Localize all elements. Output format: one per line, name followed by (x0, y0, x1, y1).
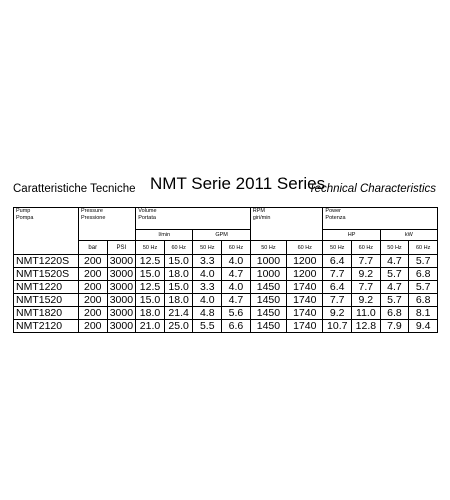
cell-hp-60: 9.2 (352, 268, 381, 281)
cell-gpm-50: 4.0 (193, 268, 222, 281)
cell-psi: 3000 (107, 268, 136, 281)
cell-gpm-60: 6.6 (222, 320, 251, 333)
table-row (14, 320, 438, 333)
cell-gpm-60: 4.7 (222, 294, 251, 307)
header-english-title: Technical Characteristics (308, 183, 436, 195)
cell-psi: 3000 (107, 281, 136, 294)
cell-lmin-60: 21.4 (164, 307, 193, 320)
cell-lmin-50: 21.0 (136, 320, 165, 333)
cell-rpm-60: 1740 (287, 294, 323, 307)
unit-rpm-50hz: 50 Hz (250, 241, 286, 255)
header-gpm: GPM (193, 230, 250, 241)
header-hp: HP (323, 230, 380, 241)
cell-rpm-50: 1450 (250, 307, 286, 320)
cell-kw-60: 9.4 (409, 320, 438, 333)
cell-rpm-50: 1000 (250, 268, 286, 281)
cell-gpm-60: 4.0 (222, 255, 251, 268)
cell-model: NMT1520 (14, 294, 79, 307)
unit-hp-50hz: 50 Hz (323, 241, 352, 255)
cell-lmin-50: 15.0 (136, 268, 165, 281)
table-row (14, 255, 438, 268)
cell-bar: 200 (78, 307, 107, 320)
table-row (14, 294, 438, 307)
cell-model: NMT2120 (14, 320, 79, 333)
cell-lmin-60: 15.0 (164, 281, 193, 294)
header-pump: Pump Pompa (14, 208, 79, 255)
cell-hp-50: 7.7 (323, 294, 352, 307)
cell-gpm-50: 4.8 (193, 307, 222, 320)
table-header-row-groups (14, 208, 438, 230)
cell-hp-60: 11.0 (352, 307, 381, 320)
cell-rpm-60: 1740 (287, 307, 323, 320)
cell-gpm-50: 5.5 (193, 320, 222, 333)
cell-hp-50: 7.7 (323, 268, 352, 281)
cell-kw-50: 5.7 (380, 268, 409, 281)
table-body (14, 255, 438, 333)
header-rpm: RPM giri/min (250, 208, 323, 230)
cell-lmin-50: 12.5 (136, 255, 165, 268)
cell-lmin-60: 15.0 (164, 255, 193, 268)
cell-model: NMT1220S (14, 255, 79, 268)
cell-lmin-50: 12.5 (136, 281, 165, 294)
table-row (14, 268, 438, 281)
unit-hp-60hz: 60 Hz (352, 241, 381, 255)
cell-model: NMT1520S (14, 268, 79, 281)
cell-psi: 3000 (107, 320, 136, 333)
cell-model: NMT1820 (14, 307, 79, 320)
cell-rpm-60: 1200 (287, 255, 323, 268)
cell-gpm-50: 4.0 (193, 294, 222, 307)
cell-bar: 200 (78, 320, 107, 333)
cell-rpm-60: 1740 (287, 320, 323, 333)
cell-gpm-50: 3.3 (193, 255, 222, 268)
unit-lmin-60hz: 60 Hz (164, 241, 193, 255)
cell-gpm-60: 4.0 (222, 281, 251, 294)
cell-lmin-50: 15.0 (136, 294, 165, 307)
cell-hp-60: 7.7 (352, 281, 381, 294)
cell-rpm-50: 1450 (250, 320, 286, 333)
unit-gpm-50hz: 50 Hz (193, 241, 222, 255)
cell-kw-60: 5.7 (409, 255, 438, 268)
cell-hp-50: 9.2 (323, 307, 352, 320)
technical-characteristics-table (13, 207, 438, 333)
cell-lmin-60: 25.0 (164, 320, 193, 333)
cell-psi: 3000 (107, 294, 136, 307)
cell-kw-50: 5.7 (380, 294, 409, 307)
cell-psi: 3000 (107, 255, 136, 268)
unit-bar: bar (78, 241, 107, 255)
cell-hp-50: 6.4 (323, 255, 352, 268)
cell-hp-50: 6.4 (323, 281, 352, 294)
cell-kw-50: 7.9 (380, 320, 409, 333)
cell-psi: 3000 (107, 307, 136, 320)
cell-kw-60: 8.1 (409, 307, 438, 320)
cell-lmin-50: 18.0 (136, 307, 165, 320)
cell-gpm-60: 5.6 (222, 307, 251, 320)
cell-kw-60: 6.8 (409, 294, 438, 307)
table-row (14, 281, 438, 294)
header-kw: kW (380, 230, 437, 241)
header-series-title: NMT Serie 2011 Series (150, 174, 326, 193)
unit-psi: PSI (107, 241, 136, 255)
cell-hp-60: 7.7 (352, 255, 381, 268)
unit-rpm-60hz: 60 Hz (287, 241, 323, 255)
cell-rpm-60: 1200 (287, 268, 323, 281)
table-row (14, 307, 438, 320)
cell-bar: 200 (78, 294, 107, 307)
cell-kw-50: 4.7 (380, 281, 409, 294)
cell-gpm-60: 4.7 (222, 268, 251, 281)
unit-lmin-50hz: 50 Hz (136, 241, 165, 255)
unit-kw-50hz: 50 Hz (380, 241, 409, 255)
header-italian-title: Caratteristiche Tecniche (13, 183, 136, 195)
cell-model: NMT1220 (14, 281, 79, 294)
cell-kw-50: 4.7 (380, 255, 409, 268)
cell-rpm-50: 1000 (250, 255, 286, 268)
header-power: Power Potenza (323, 208, 438, 230)
cell-gpm-50: 3.3 (193, 281, 222, 294)
cell-bar: 200 (78, 255, 107, 268)
document-header (0, 174, 450, 204)
cell-hp-50: 10.7 (323, 320, 352, 333)
cell-rpm-60: 1740 (287, 281, 323, 294)
cell-hp-60: 12.8 (352, 320, 381, 333)
cell-bar: 200 (78, 281, 107, 294)
header-lmin: l/min (136, 230, 193, 241)
cell-lmin-60: 18.0 (164, 294, 193, 307)
cell-kw-60: 5.7 (409, 281, 438, 294)
header-volume: Volume Portata (136, 208, 251, 230)
cell-rpm-50: 1450 (250, 281, 286, 294)
cell-hp-60: 9.2 (352, 294, 381, 307)
cell-bar: 200 (78, 268, 107, 281)
cell-lmin-60: 18.0 (164, 268, 193, 281)
cell-rpm-50: 1450 (250, 294, 286, 307)
header-pressure: Pressure Pressione (78, 208, 135, 230)
unit-gpm-60hz: 60 Hz (222, 241, 251, 255)
cell-kw-50: 6.8 (380, 307, 409, 320)
cell-kw-60: 6.8 (409, 268, 438, 281)
unit-kw-60hz: 60 Hz (409, 241, 438, 255)
